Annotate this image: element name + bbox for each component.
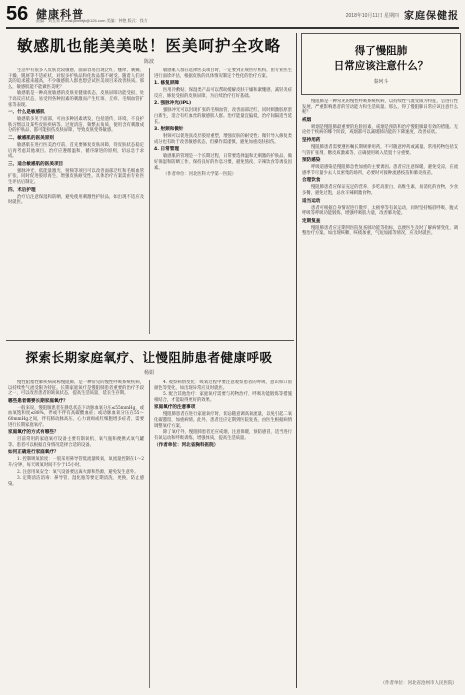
subheading: 预防感染: [302, 158, 321, 164]
subheading: 合理饮食: [302, 178, 321, 184]
subheading: 四、术后护理: [8, 187, 36, 193]
article1-author: 陈波: [143, 59, 154, 65]
sidebar-headline-line2: 日常应该注意什么？: [333, 60, 429, 72]
subheading: 适当运动: [302, 198, 321, 204]
article1-column-right: [154, 68, 292, 334]
article1-column-left: [8, 68, 144, 334]
subheading: 家庭氧疗的方式有哪些？: [8, 430, 59, 436]
sidebar-footer: （作者单位：河北省沧州市人民医院）: [380, 681, 457, 686]
paragraph: 一般来说，慢阻肺患者在静息状态下动脉血氧分压≤55mmHg，或血氧饱和度≤88%，伴或不伴有高碳酸血症；或动脉血氧分压在55～60mmHg之间，伴有肺动脉高压、心力衰竭或红细胞增多症者，需要进行长期家庭氧疗。: [8, 405, 144, 428]
paragraph: 强脉冲光、低能量激光、射频等项目可以改善面部泛红和毛细血管扩张，同时促进胶原再生，增强皮肤耐受性。具体治疗方案需由专业医生评估后制定。: [8, 168, 144, 185]
paragraph: 2. 注意用氧安全：氧气设备要远离火源和热源，避免发生意外。: [17, 469, 139, 475]
paragraph: 生活中有很多人皮肤比较敏感，面部容易出现泛红、瘙痒、刺痛、干燥、脱屑等不适症状，对很多护肤品和化妆品都不耐受。随着人们对美的追求越来越高，不少敏感肌人群也想尝试医美项目来改善肤质。那么，敏感肌能不能做医美呢？: [8, 68, 144, 90]
paragraph: 5. 配合其他治疗：家庭氧疗需要与药物治疗、呼吸功能锻炼等措施相结合，才能取得更好的效果。: [154, 392, 292, 403]
paragraph: 强脉冲光可以封闭扩张的毛细血管，改善面部泛红，同时刺激胶原蛋白新生，适合有红血丝的敏感肌人群。治疗能量宜偏低，治疗间隔适当延长。: [154, 108, 292, 125]
paragraph: 4. 观察病情变化：吸氧过程中要注意观察患者的呼吸、意识和口唇颜色等变化，如出现异常应及时就医。: [154, 380, 292, 391]
issue-date: 2018年10月11日 星期四: [345, 13, 399, 19]
sidebar-title-box: [301, 33, 461, 95]
paragraph: 敏感肌人群在选择医美项目时，一定要到正规医疗机构，由专业医生进行面诊评估，根据皮肤的具体情况制定个性化的治疗方案。: [154, 68, 292, 79]
paragraph: 敏感肌的管理是一个长期过程，日常要选择温和无刺激的护肤品，做好保湿和防晒工作，保持良好的作息习惯，避免熬夜、辛辣饮食等诱发因素。: [154, 154, 292, 171]
subheading: 戒烟: [302, 117, 312, 123]
article2-headline: 探索长期家庭氧疗、让慢阻肺患者健康呼吸: [25, 350, 273, 365]
subheading: 哪些患者需要长期家庭氧疗？: [8, 398, 68, 404]
subheading: 三、适合敏感肌的医美项目: [8, 161, 64, 167]
paragraph: 目前常用的家庭氧疗设备主要有制氧机、氧气瓶和便携式氧气罐等。患者可以根据自身情况选择合适的设备。: [8, 437, 144, 448]
subheading: 如何正确进行家庭氧疗？: [8, 450, 59, 456]
paragraph: 敏感肌在进行医美治疗前，首先要修复皮肤屏障，待皮肤状态稳定后再考虑其他项目。治疗应遵循温和、循序渐进的原则，切忌急于求成。: [8, 142, 144, 160]
sidebar-divider: [296, 33, 297, 688]
paragraph: 呼吸道感染是慢阻肺急性加重的主要诱因。患者应注意保暖，避免受凉，在流感季节尽量少去人员密集的场所，必要时可接种流感疫苗和肺炎疫苗。: [302, 165, 458, 176]
page-header: [6, 4, 459, 26]
header-rule: [6, 27, 459, 29]
sidebar-author: 秦珂斗: [373, 79, 389, 85]
column-divider: [149, 380, 150, 688]
subheading: 二、敏感肌的医美原则: [8, 135, 54, 141]
paragraph: 慢阻肺患者在进行家庭氧疗时，切忌随意调高氧流量，以免引起二氧化碳潴留，加重病情。此外，患者还应定期到医院复查，由医生根据病情调整氧疗方案。: [154, 412, 292, 429]
paragraph: 敏感肌是一种高度敏感的皮肤亚健康状态，皮肤屏障功能受损，处于高反应状态，易受到各种因素的刺激而产生红斑、丘疹、毛细血管扩张等表现。: [8, 91, 144, 108]
sidebar-body: [302, 99, 458, 675]
paragraph: 除了氧疗外，慢阻肺患者还应戒烟，注意保暖，预防感冒，适当进行有氧运动和呼吸训练，增强体质，提高生活质量。: [154, 430, 292, 441]
subheading: 定期复查: [302, 218, 321, 224]
page-number: 56: [6, 3, 29, 25]
paragraph: 3. 定期清洁消毒：鼻导管、湿化瓶等要定期清洗、更换，防止感染。: [8, 476, 144, 487]
article2-column-right: [154, 380, 292, 688]
paragraph: 医用冷敷贴、保湿类产品可以帮助缓解皮肤干燥和紧绷感，减轻炎症反应，修复受损的皮肤屏障，为后续治疗打好基础。: [154, 88, 292, 99]
paragraph: 射频可以促进真皮层胶原重塑，增强皮肤的耐受性；微针导入修复类成分也有助于改善敏感状态，但操作需谨慎，避免加重皮肤损伤。: [154, 134, 292, 145]
subheading: 2. 强脉冲光(IPL): [154, 101, 192, 107]
article1-headline: 敏感肌也能美美哒！医美呵护全攻略: [16, 36, 281, 55]
paragraph: 慢阻肺患者应定期到医院复查肺功能等指标，以便医生及时了解病情变化，调整治疗方案。如出现咳嗽、咳痰加重，气短加剧等情况，应及时就医。: [302, 225, 458, 237]
article-divider: [6, 340, 294, 341]
sidebar-headline-line1: 得了慢阻肺: [354, 45, 408, 57]
subheading: 家庭氧疗的注意事项: [154, 405, 196, 411]
subheading: 3. 射频和微针: [154, 127, 184, 133]
subheading: 4. 日常管理: [154, 147, 179, 153]
subheading: 1. 修复屏障: [154, 81, 179, 87]
paragraph: 慢阻肺是一种常见的慢性呼吸系统疾病，以持续性气流受限为特征，呈进行性发展，严重影响患者的劳动能力和生活质量。那么，得了慢阻肺日常应该注意什么呢？: [302, 99, 458, 116]
paragraph: 吸烟是慢阻肺最重要的危险因素，戒烟是预防和治疗慢阻肺最有效的措施。无论处于疾病的哪个阶段，戒烟都可以减缓肺功能的下降速度，改善症状。: [302, 124, 458, 136]
paragraph: 慢阻肺患者应保证充足的营养，多吃高蛋白、高维生素、易消化的食物，少食多餐，避免过饱，忌食辛辣刺激食物。: [302, 185, 458, 196]
newspaper-name: 家庭保健报: [404, 11, 459, 22]
paragraph: 治疗后注意保湿和防晒，避免使用刺激性护肤品，如出现不适应及时就医。: [8, 194, 144, 206]
subheading: 坚持用药: [302, 137, 321, 143]
paragraph: 敏感肌多见于面部，可由多种因素诱发，包括遗传、环境、不良护肤习惯以及某些皮肤疾病等。过度清洁、频繁去角质、使用含有刺激成分的护肤品，都可能损伤皮肤屏障，导致皮肤变得敏感。: [8, 117, 144, 134]
article2-author: 杨娟: [143, 370, 154, 376]
column-divider: [149, 68, 150, 334]
subheading: （作者单位：河北省胸科医院）: [154, 443, 219, 449]
paragraph: 慢性阻塞性肺疾病简称慢阻肺，是一种常见的慢性呼吸系统疾病，以持续性气流受限为特征。长期家庭氧疗是慢阻肺患者重要的治疗手段之一，可以改善患者的缺氧状态，提高生活质量，延长生存期。: [8, 380, 144, 397]
article2-column-left: [8, 380, 144, 688]
paragraph: 1. 控制吸氧浓度：一般采用鼻导管低流量吸氧，氧流量控制在1～2升/分钟，每天吸氧时间不少于15小时。: [8, 457, 144, 468]
editor-credits: 责编：刘玉荣 E-mail:jkbmtjk@126.com 美编：钟艳 版式：钱力: [36, 18, 148, 23]
paragraph: （作者单位：河北医科大学第一医院）: [163, 172, 237, 178]
paragraph: 患者可根据自身情况进行散步、太极拳等有氧运动，同时坚持缩唇呼吸、腹式呼吸等呼吸功能锻炼，增强呼吸肌力量，改善肺功能。: [302, 205, 458, 217]
subheading: 一、什么是敏感肌: [8, 110, 45, 116]
paragraph: 慢阻肺患者需要遵医嘱长期规律用药，不可随意停药或减量。常用药物包括支气管扩张剂、糖皮质激素等，正确使用吸入装置十分重要。: [302, 144, 458, 156]
section-name: 健康科普: [36, 8, 84, 21]
